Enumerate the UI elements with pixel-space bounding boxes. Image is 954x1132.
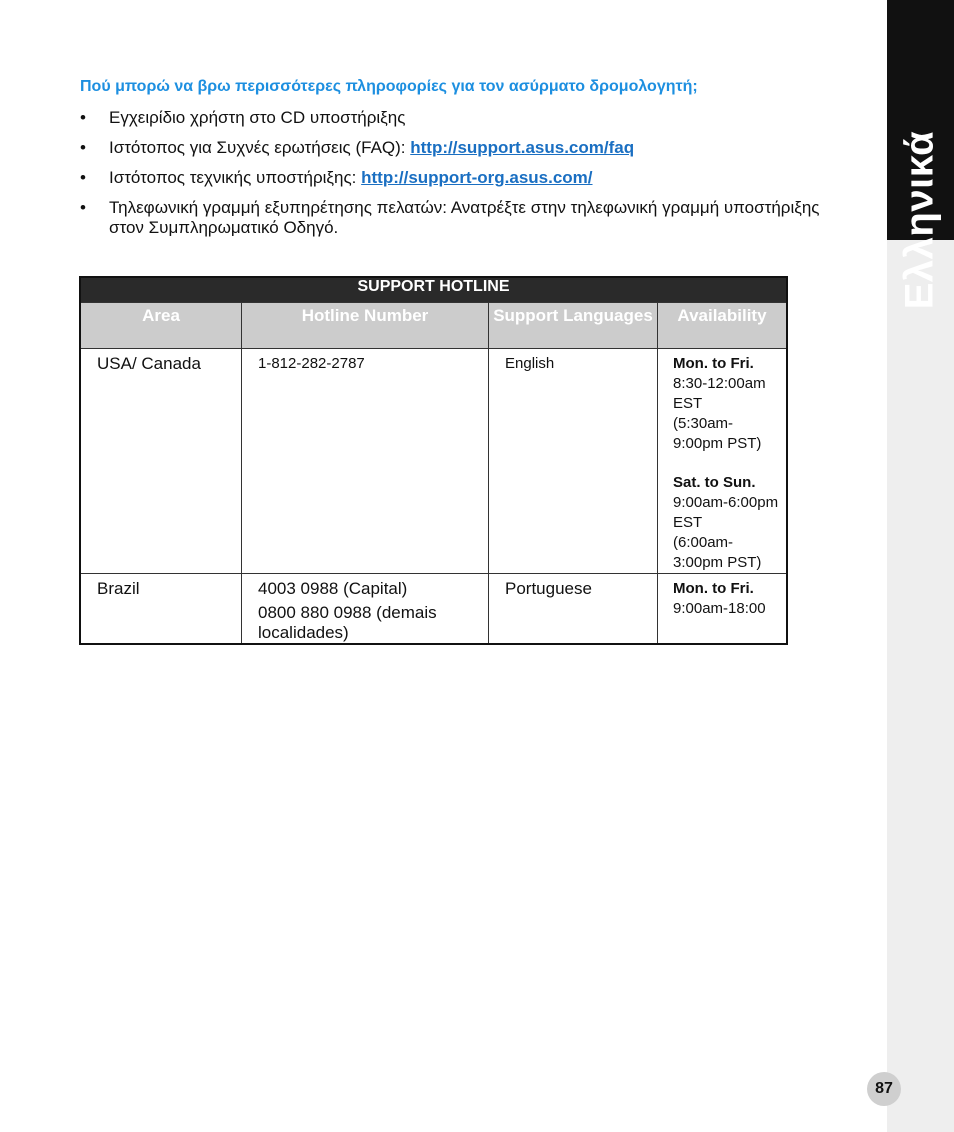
column-header-availability: Availability xyxy=(658,303,788,349)
language-cell: English xyxy=(489,349,658,574)
bullet-item-cd-manual: • Εγχειρίδιο χρήστη στο CD υποστήριξης xyxy=(80,108,840,128)
support-hotline-table xyxy=(79,276,788,645)
bullet-item-faq: • Ιστότοπος για Συχνές ερωτήσεις (FAQ): http://support.asus.com/faq xyxy=(80,138,840,158)
table-row xyxy=(80,349,787,574)
language-cell: Portuguese xyxy=(489,574,658,645)
availability-time: 9:00am-6:00pm EST xyxy=(673,494,779,531)
info-bullet-list xyxy=(80,108,840,248)
availability-cell xyxy=(658,349,788,574)
availability-days: Sat. to Sun. xyxy=(673,474,756,491)
hotline-number: 0800 880 0988 (demais localidades) xyxy=(258,603,437,642)
availability-days: Mon. to Fri. xyxy=(673,580,754,597)
availability-cell xyxy=(658,574,788,645)
language-tab-label: Ελληνικά xyxy=(897,130,942,310)
area-cell: USA/ Canada xyxy=(80,349,242,574)
table-header-row xyxy=(80,303,787,349)
side-margin-band xyxy=(887,240,954,1132)
hotline-number: 4003 0988 (Capital) xyxy=(258,579,408,598)
support-site-link[interactable]: http://support-org.asus.com/ xyxy=(361,168,593,187)
hotline-number-cell xyxy=(242,349,489,574)
availability-time: (6:00am-3:00pm PST) xyxy=(673,534,762,571)
bullet-item-support-site: • Ιστότοπος τεχνικής υποστήριξης: http://support-org.asus.com/ xyxy=(80,168,840,188)
availability-time: 8:30-12:00am EST xyxy=(673,375,766,412)
column-header-area: Area xyxy=(80,303,242,349)
column-header-support-languages: Support Languages xyxy=(489,303,658,349)
page-number: 87 xyxy=(867,1072,901,1106)
availability-time: (5:30am-9:00pm PST) xyxy=(673,415,762,452)
hotline-number-cell xyxy=(242,574,489,645)
table-row xyxy=(80,574,787,645)
availability-time: 9:00am-18:00 xyxy=(673,600,766,617)
table-title: SUPPORT HOTLINE xyxy=(80,277,787,303)
bullet-item-hotline: • Τηλεφωνική γραμμή εξυπηρέτησης πελατών: Ανατρέξτε στην τηλεφωνική γραμμή υποστήριξης στον Συμπληρωματικό Οδηγό. xyxy=(80,198,840,238)
column-header-hotline-number: Hotline Number xyxy=(242,303,489,349)
faq-link[interactable]: http://support.asus.com/faq xyxy=(410,138,635,157)
availability-days: Mon. to Fri. xyxy=(673,355,754,372)
hotline-number: 1-812-282-2787 xyxy=(258,355,365,372)
area-cell: Brazil xyxy=(80,574,242,645)
section-heading: Πού μπορώ να βρω περισσότερες πληροφορίες για τον ασύρματο δρομολογητή; xyxy=(80,78,698,95)
